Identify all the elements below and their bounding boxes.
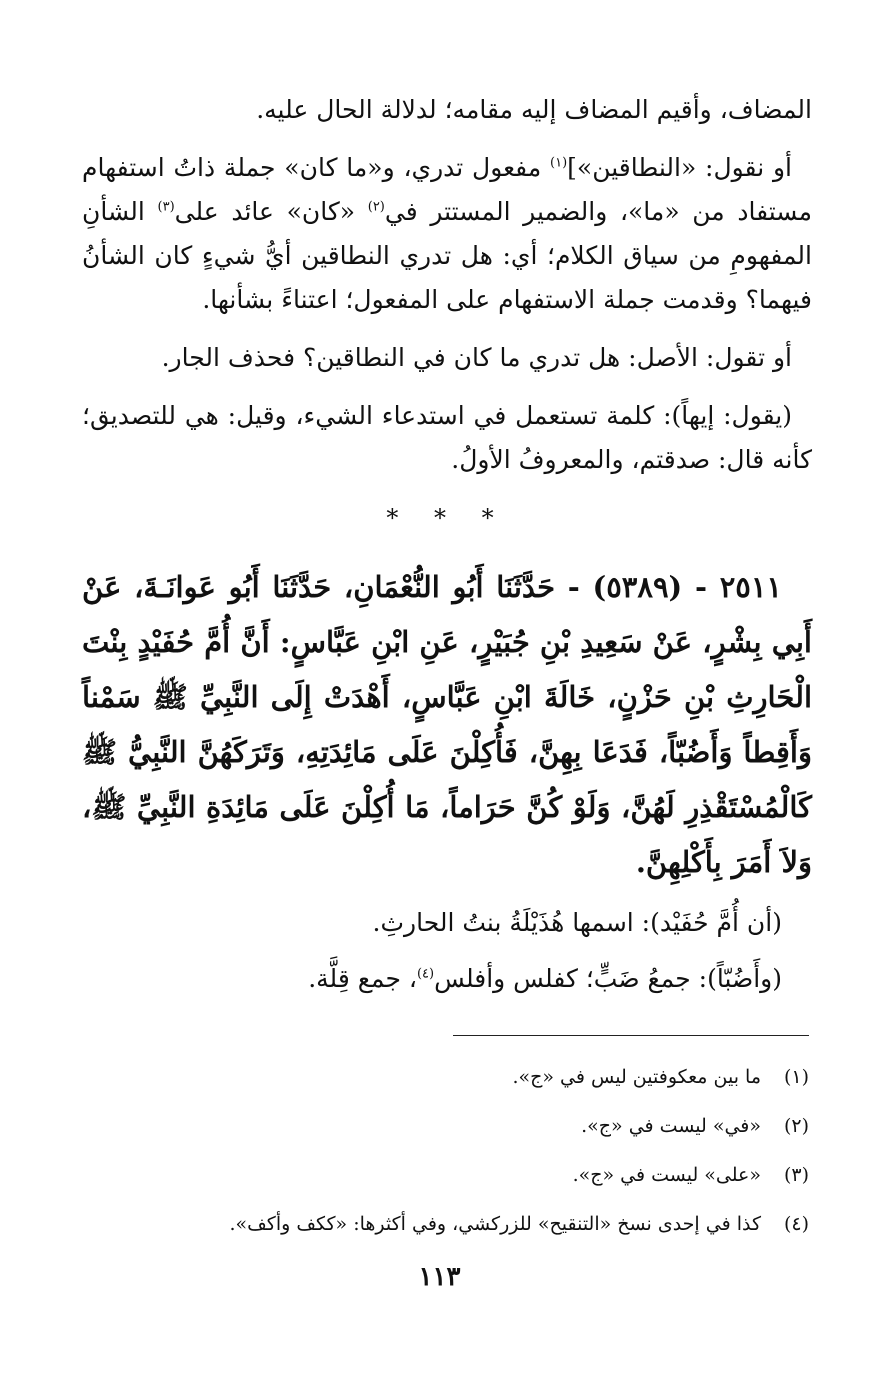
footnotes <box>109 1055 809 1251</box>
commentary-text: الشأنِ المفهومِ من سياق الكلام؛ أي: هل تدري النطاقين أيُّ شيءٍ كان الشأنُ فيهما؟ وقدمت جملة الاستفهام على المفعول؛ اعتناءً بشأنها. <box>82 197 812 314</box>
footnote-text: كذا في إحدى نسخ «التنقيح» للزركشي، وفي أكثرها: «ككف وأكف». <box>229 1213 761 1235</box>
commentary-text: أو نقول: «النطاقين»] <box>567 153 792 182</box>
footnote-ref-3: (٣) <box>157 199 175 215</box>
commentary-paragraph-4: (يقول: إيهاً): كلمة تستعمل في استدعاء الشيء، وقيل: هي للتصديق؛ كأنه قال: صدقتم، والمعروفُ الأولُ. <box>82 401 812 474</box>
hadith-note-2 <box>82 956 812 1002</box>
commentary-text: مفعول تدري، و«ما كان» جملة ذاتُ استفهام مستفاد من «ما»، والضمير المستتر في <box>82 153 812 226</box>
footnote-ref-1: (١) <box>550 155 568 171</box>
page-body <box>82 88 812 1012</box>
footnote-text: «على» ليست في «ج». <box>572 1164 761 1186</box>
commentary-text: «كان» عائد على <box>174 197 368 226</box>
footnote-text: «في» ليست في «ج». <box>581 1115 761 1137</box>
footnote-item <box>109 1104 809 1153</box>
footnote-number: (١) <box>783 1066 809 1088</box>
hadith-text: ٢٥١١ - (٥٣٨٩) - حَدَّثَنَا أَبُو النُّعْمَانِ، حَدَّثَنَا أَبُو عَوانَـةَ، عَنْ أَبِي بِشْرٍ، عَنْ سَعِيدِ بْنِ جُبَيْرٍ، عَنِ ابْنِ عَبَّاسٍ: أَنَّ أُمَّ حُفَيْدٍ بِنْتَ الْحَارِثِ بْنِ حَزْنٍ، خَالَةَ ابْنِ عَبَّاسٍ، أَهْدَتْ إِلَى النَّبِيِّ ﷺ سَمْناً وَأَقِطاً وَأَضُبّاً، فَدَعَا بِهِنَّ، فَأُكِلْنَ عَلَى مَائِدَتِهِ، وَتَرَكَهُنَّ النَّبِيُّ ﷺ كَالْمُسْتَقْذِرِ لَهُنَّ، وَلَوْ كُنَّ حَرَاماً، مَا أُكِلْنَ عَلَى مَائِدَةِ النَّبِيِّ ﷺ، وَلاَ أَمَرَ بِأَكْلِهِنَّ. <box>82 570 812 879</box>
hadith-note-1: (أن أُمَّ حُفَيْد): اسمها هُذَيْلَةُ بنتُ الحارثِ. <box>372 908 782 937</box>
section-divider-stars: * * * <box>386 504 508 532</box>
footnote-number: (٢) <box>783 1115 809 1137</box>
footnote-text: ما بين معكوفتين ليس في «ج». <box>512 1066 761 1088</box>
commentary-section <box>82 88 812 482</box>
note-text: ، جمع قِلَّة. <box>308 964 417 993</box>
commentary-paragraph-2 <box>82 146 812 322</box>
note-text: (وأَضُبّاً): جمعُ ضَبٍّ؛ كفلس وأفلس <box>434 964 782 993</box>
footnote-item <box>109 1202 809 1251</box>
hadith-section <box>82 560 812 890</box>
footnote-number: (٣) <box>783 1164 809 1186</box>
hadith-notes <box>82 900 812 1002</box>
footnote-number: (٤) <box>783 1213 809 1235</box>
commentary-paragraph-3: أو تقول: الأصل: هل تدري ما كان في النطاقين؟ فحذف الجار. <box>161 343 792 372</box>
footnote-ref-2: (٢) <box>367 199 385 215</box>
page-number: ١١٣ <box>418 1262 461 1292</box>
footnote-separator <box>453 1035 809 1036</box>
footnote-item <box>109 1153 809 1202</box>
commentary-paragraph-1: المضاف، وأقيم المضاف إليه مقامه؛ لدلالة الحال عليه. <box>256 95 812 124</box>
footnote-item <box>109 1055 809 1104</box>
footnote-ref-4: (٤) <box>416 966 435 982</box>
